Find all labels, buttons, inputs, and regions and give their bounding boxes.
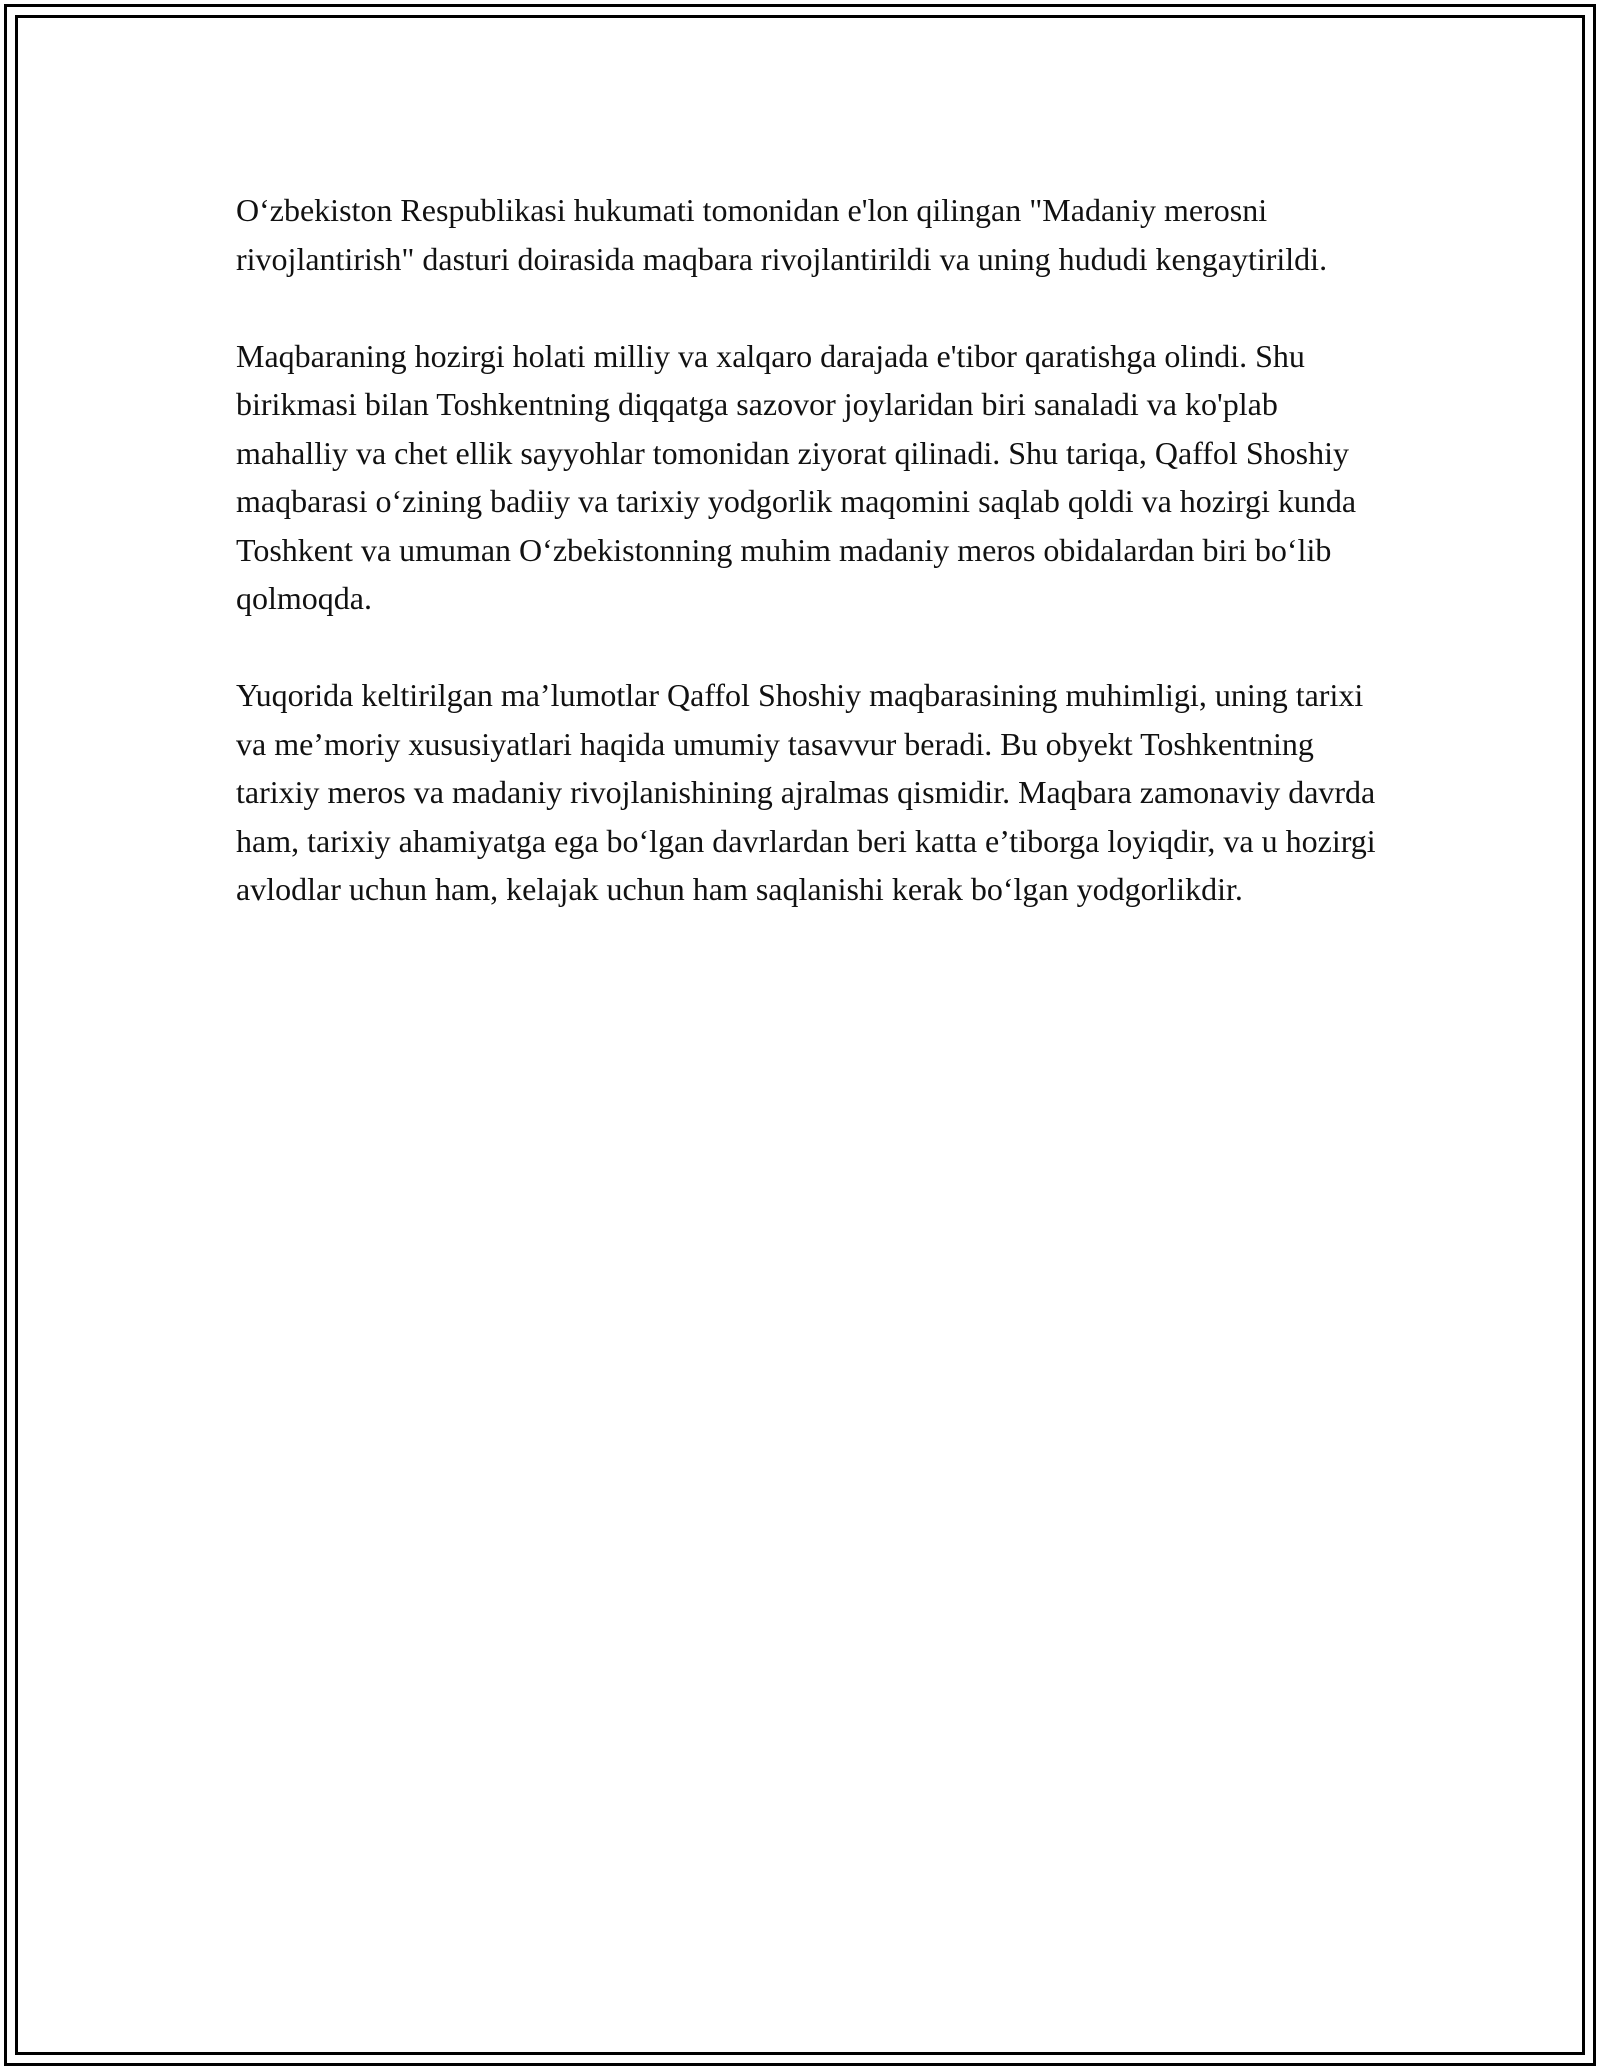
document-body	[236, 186, 1376, 962]
paragraph-current-status: Maqbaraning hozirgi holati milliy va xalqaro darajada e'tibor qaratishga olindi. Shu birikmasi bilan Toshkentning diqqatga sazovor joylaridan biri sanaladi va ko'plab mahalliy va chet ellik sayyohlar tomonidan ziyorat qilinadi. Shu tariqa, Qaffol Shoshiy maqbarasi o‘zining badiiy va tarixiy yodgorlik maqomini saqlab qoldi va hozirgi kunda Toshkent va umuman O‘zbekistonning muhim madaniy meros obidalardan biri bo‘lib qolmoqda.	[236, 337, 1357, 616]
paragraph-summary: Yuqorida keltirilgan ma’lumotlar Qaffol Shoshiy maqbarasining muhimligi, uning tarixi va me’moriy xususiyatlari haqida umumiy tasavvur beradi. Bu obyekt Toshkentning tarixiy meros va madaniy rivojlanishining ajralmas qismidir. Maqbara zamonaviy davrda ham, tarixiy ahamiyatga ega bo‘lgan davrlardan beri katta e’tiborga loyiqdir, va u hozirgi avlodlar uchun ham, kelajak uchun ham saqlanishi kerak bo‘lgan yodgorlikdir.	[236, 677, 1376, 907]
paragraph-heritage-program: O‘zbekiston Respublikasi hukumati tomonidan e'lon qilingan "Madaniy merosni rivojlantirish" dasturi doirasida maqbara rivojlantirildi va uning hududi kengaytirildi.	[236, 192, 1328, 277]
